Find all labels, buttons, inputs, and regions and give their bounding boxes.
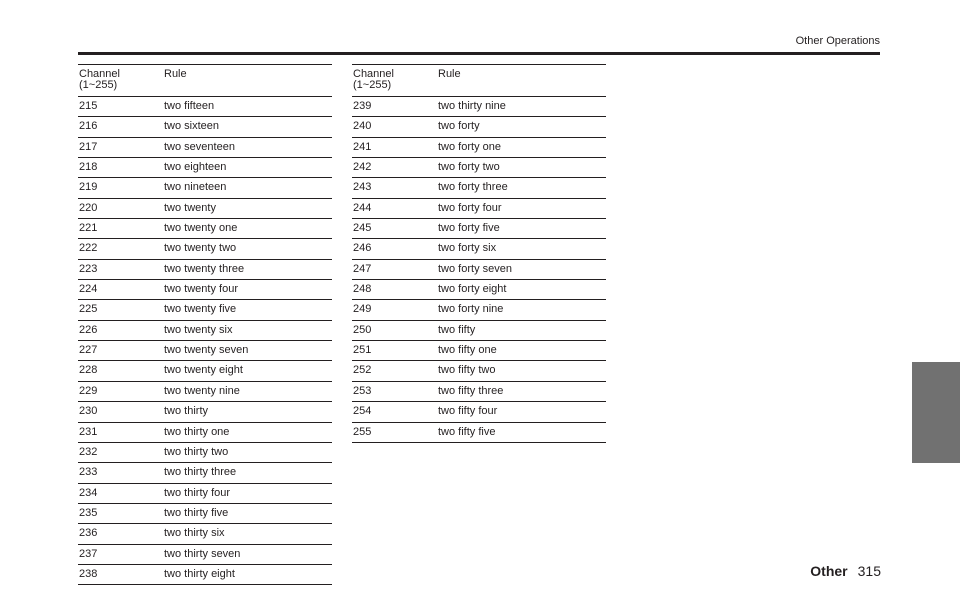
channel-cell: 239 (353, 100, 372, 112)
channel-cell: 224 (79, 283, 98, 296)
rule-cell: two thirty four (164, 486, 231, 499)
channel-cell: 223 (79, 262, 98, 275)
table-row (78, 199, 332, 219)
channel-cell: 220 (79, 201, 98, 214)
channel-cell: 234 (79, 486, 98, 499)
column-header-channel (79, 69, 120, 91)
channel-cell: 230 (79, 405, 98, 418)
rule-cell: two twenty eight (164, 364, 243, 377)
rule-cell: two forty one (438, 140, 501, 153)
table-row (78, 117, 332, 137)
channel-cell: 248 (353, 283, 372, 296)
rule-cell: two thirty eight (164, 567, 235, 580)
channel-cell: 243 (353, 181, 372, 194)
rule-cell: two thirty nine (438, 100, 506, 112)
column-header-channel-label: Channel (353, 68, 394, 80)
table-row (352, 423, 606, 443)
table-row (78, 239, 332, 259)
table-row (352, 178, 606, 198)
channel-cell: 251 (353, 344, 372, 357)
rule-cell: two nineteen (164, 181, 227, 194)
column-header-rule: Rule (164, 68, 187, 80)
channel-cell: 235 (79, 506, 98, 519)
table-row (352, 341, 606, 361)
table-row (352, 402, 606, 422)
table-row (78, 524, 332, 544)
table-row (78, 219, 332, 239)
table-row (78, 300, 332, 320)
rule-cell: two fifty four (438, 405, 498, 418)
table-row (78, 382, 332, 402)
rule-cell: two twenty five (164, 303, 237, 316)
channel-cell: 245 (353, 222, 372, 235)
channel-cell: 233 (79, 466, 98, 479)
rule-cell: two fifteen (164, 100, 215, 112)
rule-cell: two sixteen (164, 120, 220, 133)
channel-cell: 241 (353, 140, 372, 153)
table-row (352, 138, 606, 158)
channel-cell: 250 (353, 323, 372, 336)
table-row (78, 423, 332, 443)
rule-cell: two fifty three (438, 384, 504, 397)
rule-cell: two thirty seven (164, 547, 241, 560)
channel-cell: 236 (79, 527, 98, 540)
channel-table-right (352, 64, 606, 443)
channel-cell: 237 (79, 547, 98, 560)
table-row (352, 260, 606, 280)
channel-cell: 240 (353, 120, 372, 133)
rule-cell: two thirty one (164, 425, 230, 438)
channel-cell: 249 (353, 303, 372, 316)
rule-cell: two fifty two (438, 364, 496, 377)
channel-cell: 229 (79, 384, 98, 397)
table-rows (78, 97, 332, 585)
channel-cell: 252 (353, 364, 372, 377)
rule-cell: two twenty four (164, 283, 238, 296)
rule-cell: two twenty (164, 201, 216, 214)
column-header-rule: Rule (438, 68, 461, 80)
rule-cell: two thirty six (164, 527, 225, 540)
channel-cell: 231 (79, 425, 98, 438)
rule-cell: two twenty seven (164, 344, 249, 357)
channel-cell: 244 (353, 201, 372, 214)
channel-cell: 227 (79, 344, 98, 357)
table-header (78, 65, 332, 97)
table-rows (352, 97, 606, 443)
channel-cell: 219 (79, 181, 98, 194)
table-row (352, 382, 606, 402)
rule-cell: two twenty six (164, 323, 233, 336)
rule-cell: two forty seven (438, 262, 512, 275)
channel-cell: 242 (353, 161, 372, 174)
table-row (352, 300, 606, 320)
rule-cell: two forty eight (438, 283, 507, 296)
table-row (78, 321, 332, 341)
table-row (78, 402, 332, 422)
footer-chapter: Other (810, 563, 848, 579)
table-row (78, 341, 332, 361)
channel-cell: 228 (79, 364, 98, 377)
table-row (78, 443, 332, 463)
table-row (78, 463, 332, 483)
rule-cell: two fifty one (438, 344, 497, 357)
channel-cell: 238 (79, 567, 98, 580)
rule-cell: two twenty nine (164, 384, 240, 397)
rule-cell: two thirty three (164, 466, 237, 479)
rule-cell: two thirty (164, 405, 209, 418)
table-row (78, 545, 332, 565)
channel-cell: 217 (79, 140, 98, 153)
rule-cell: two twenty three (164, 262, 245, 275)
table-row (78, 178, 332, 198)
column-header-channel-range: (1~255) (79, 79, 118, 91)
channel-cell: 215 (79, 100, 98, 112)
column-header-channel-label: Channel (79, 68, 120, 80)
table-row (352, 239, 606, 259)
channel-cell: 221 (79, 222, 98, 235)
table-row (352, 321, 606, 341)
channel-cell: 247 (353, 262, 372, 275)
rule-cell: two thirty five (164, 506, 229, 519)
page-number: 315 (857, 563, 881, 579)
table-row (352, 117, 606, 137)
rule-cell: two forty six (438, 242, 497, 255)
chapter-side-tab (912, 362, 960, 463)
table-row (352, 280, 606, 300)
channel-cell: 254 (353, 405, 372, 418)
channel-cell: 222 (79, 242, 98, 255)
rule-cell: two forty (438, 120, 480, 133)
channel-cell: 246 (353, 242, 372, 255)
channel-cell: 216 (79, 120, 98, 133)
rule-cell: two fifty five (438, 425, 496, 438)
table-row (78, 158, 332, 178)
table-row (352, 97, 606, 117)
rule-cell: two twenty one (164, 222, 238, 235)
channel-cell: 226 (79, 323, 98, 336)
rule-cell: two thirty two (164, 445, 229, 458)
table-row (78, 138, 332, 158)
table-row (352, 199, 606, 219)
rule-cell: two fifty (438, 323, 476, 336)
table-row (352, 158, 606, 178)
column-header-channel (353, 69, 394, 91)
rule-cell: two seventeen (164, 140, 235, 153)
channel-cell: 232 (79, 445, 98, 458)
table-row (78, 361, 332, 381)
table-header (352, 65, 606, 97)
table-row (78, 504, 332, 524)
section-title: Other Operations (795, 35, 880, 47)
table-row (78, 565, 332, 585)
channel-table-left (78, 64, 332, 585)
header-divider (78, 52, 880, 55)
table-row (78, 484, 332, 504)
rule-cell: two forty five (438, 222, 500, 235)
channel-cell: 225 (79, 303, 98, 316)
channel-cell: 255 (353, 425, 372, 438)
channel-cell: 218 (79, 161, 98, 174)
rule-cell: two twenty two (164, 242, 237, 255)
table-row (78, 280, 332, 300)
rule-cell: two eighteen (164, 161, 227, 174)
table-row (352, 219, 606, 239)
rule-cell: two forty two (438, 161, 500, 174)
table-row (78, 260, 332, 280)
column-header-channel-range: (1~255) (353, 79, 392, 91)
page-footer (810, 563, 881, 579)
channel-cell: 253 (353, 384, 372, 397)
table-row (78, 97, 332, 117)
rule-cell: two forty three (438, 181, 508, 194)
table-row (352, 361, 606, 381)
rule-cell: two forty nine (438, 303, 504, 316)
rule-cell: two forty four (438, 201, 502, 214)
